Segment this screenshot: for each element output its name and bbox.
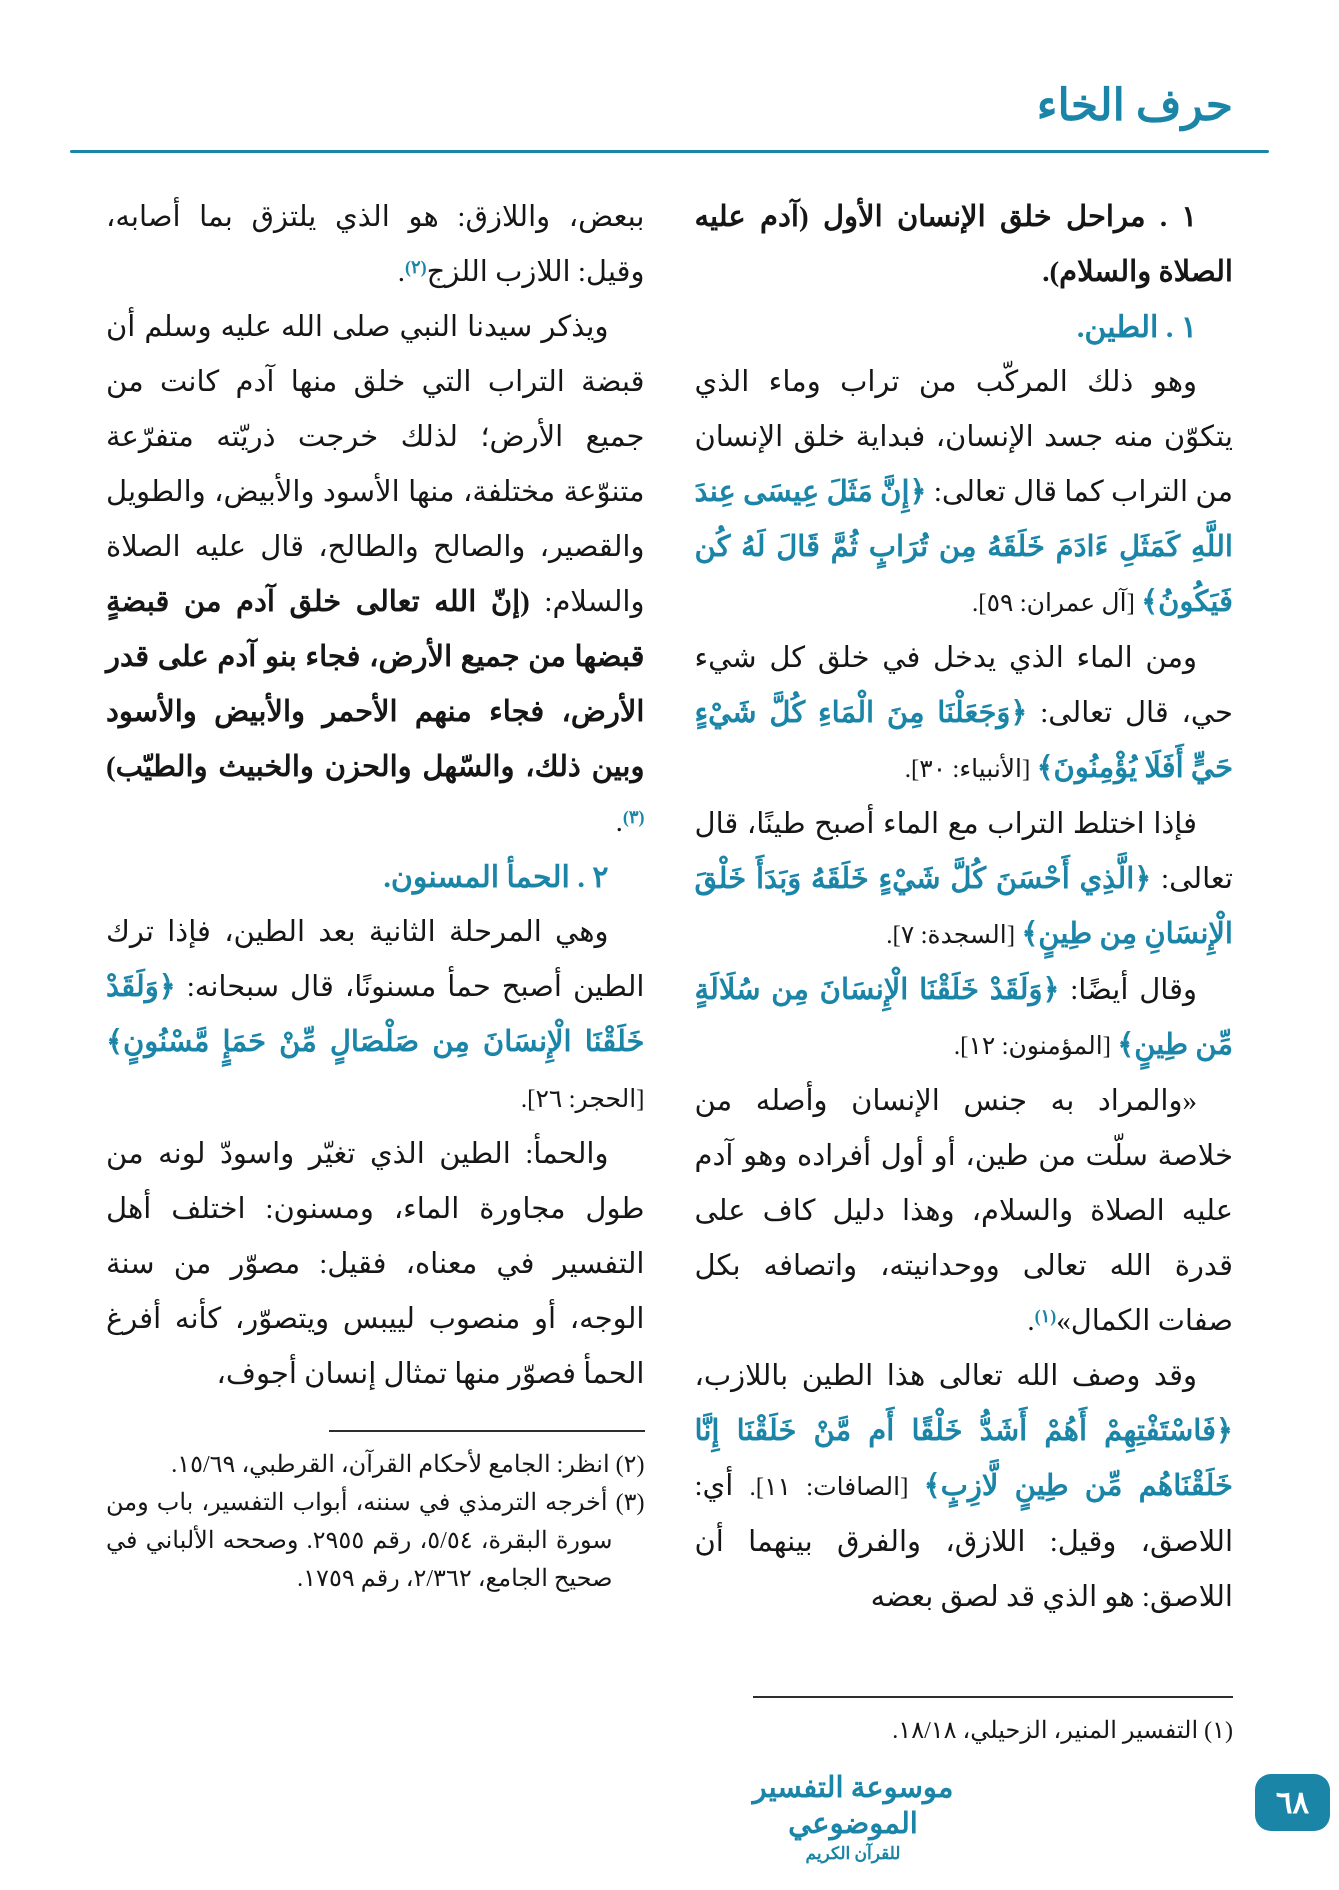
paragraph-hamaa	[106, 905, 645, 1127]
body-text: ومن الماء الذي يدخل في خلق كل شيء حي، قال تعالى:	[694, 642, 1233, 729]
body-text: .	[1027, 1305, 1035, 1337]
body-text: «والمراد به جنس الإنسان وأصله من خلاصة سلّت من طين، أو أول أفراده وهو آدم عليه الصلاة والسلام، وهذا دليل كاف على قدرة الله تعالى ووحدانيته، واتصافه بكل صفات الكمال»	[694, 1085, 1233, 1337]
verse-reference: [الأنبياء: ٣٠].	[904, 756, 1037, 783]
chapter-title: حرف الخاء	[1036, 81, 1233, 130]
verse-reference: [المؤمنون: ١٢].	[953, 1033, 1118, 1060]
quran-verse: ﴿الَّذِي أَحْسَنَ كُلَّ شَيْءٍ خَلَقَهُ وَبَدَأَ خَلْقَ الْإِنسَانِ مِن طِينٍ﴾	[694, 863, 1233, 950]
verse-reference: [آل عمران: ٥٩].	[972, 590, 1142, 617]
paragraph-explanation	[106, 1127, 645, 1402]
subheading-clay: ١ . الطين.	[1076, 311, 1197, 344]
column-left	[106, 190, 645, 1750]
logo-subtitle: للقرآن الكريم	[805, 1844, 901, 1863]
paragraph-clay	[695, 355, 1234, 631]
footnotes-right	[695, 1696, 1234, 1750]
footnote-separator	[753, 1696, 1233, 1698]
body-text: .	[615, 806, 623, 838]
logo-title: موسوعة التفسير الموضوعي	[752, 1771, 954, 1840]
quran-verse: ﴿إِنَّ مَثَلَ عِيسَى عِندَ اللَّهِ كَمَثَلِ ءَادَمَ خَلَقَهُ مِن تُرَابٍ ثُمَّ قَالَ لَهُ كُن فَيَكُونُ﴾	[694, 476, 1233, 618]
verse-reference: [الصافات: ١١].	[749, 1474, 924, 1501]
verse-reference: [السجدة: ٧].	[886, 922, 1022, 949]
body-text: وقال أيضًا:	[1059, 974, 1197, 1006]
paragraph-water	[695, 631, 1234, 797]
quran-verse: ﴿وَجَعَلْنَا مِنَ الْمَاءِ كُلَّ شَيْءٍ حَيٍّ أَفَلَا يُؤْمِنُونَ﴾	[694, 697, 1233, 784]
page-number-badge: ٦٨	[1255, 1774, 1330, 1831]
body-text: وقد وصف الله تعالى هذا الطين باللازب،	[694, 1360, 1197, 1392]
body-text: ويذكر سيدنا النبي صلى الله عليه وسلم أن قبضة التراب التي خلق منها آدم كانت من جميع الأرض؛ لذلك خرجت ذريّته متفرّعة متنوّعة مختلفة، منها الأسود والأبيض، والطويل والقصير، والصالح والطالح، قال عليه الصلاة والسلام:	[106, 311, 645, 618]
quran-verse: ﴿وَلَقَدْ خَلَقْنَا الْإِنسَانَ مِن صَلْصَالٍ مِّنْ حَمَإٍ مَّسْنُونٍ﴾	[106, 971, 645, 1058]
body-text: وهو ذلك المركّب من تراب وماء الذي يتكوّن منه جسد الإنسان، فبداية خلق الإنسان من التراب كما قال تعالى:	[694, 366, 1233, 508]
subheading-hamaa: ٢ . الحمأ المسنون.	[383, 861, 609, 894]
quran-verse: ﴿وَلَقَدْ خَلَقْنَا الْإِنسَانَ مِن سُلَالَةٍ مِّن طِينٍ﴾	[694, 974, 1233, 1061]
paragraph-continuation	[106, 190, 645, 300]
column-right	[695, 190, 1234, 1750]
footnote: (٢) انظر: الجامع لأحكام القرآن، القرطبي، ١٥/٦٩.	[171, 1452, 645, 1478]
section-intro: ١ . مراحل خلق الإنسان الأول (آدم عليه الصلاة والسلام).	[694, 201, 1233, 288]
body-text: أي: اللاصق، وقيل: اللازق، والفرق بينهما أن اللاصق: هو الذي قد لصق بعضه	[694, 1470, 1233, 1613]
body-text: ببعض، واللازق: هو الذي يلتزق بما أصابه، وقيل: اللازب اللزج	[106, 201, 645, 288]
footnote-marker: (١)	[1034, 1306, 1057, 1326]
verse-reference: [الحجر: ٢٦].	[520, 1086, 645, 1113]
paragraph-mixture	[695, 797, 1234, 963]
body-text: .	[397, 256, 405, 288]
footnote-separator	[329, 1430, 645, 1432]
footnote-marker: (٢)	[404, 257, 427, 277]
paragraph-lazib	[695, 1349, 1234, 1625]
footnotes-left	[106, 1430, 645, 1598]
footnote: (١) التفسير المنير، الزحيلي، ١٨/١٨.	[892, 1718, 1233, 1744]
footnote-marker: (٣)	[622, 807, 645, 827]
footnote: (٣) أخرجه الترمذي في سننه، أبواب التفسير، باب ومن سورة البقرة، ٥/٥٤، رقم ٢٩٥٥. وصححه الألباني في صحيح الجامع، ٢/٣٦٢، رقم ١٧٥٩.	[106, 1490, 645, 1592]
header-divider	[70, 150, 1269, 153]
paragraph-hadith	[106, 300, 645, 850]
page-content	[106, 190, 1233, 1750]
publisher-logo	[703, 1770, 1003, 1865]
body-text: وهي المرحلة الثانية بعد الطين، فإذا ترك الطين أصبح حمأ مسنونًا، قال سبحانه:	[106, 916, 645, 1003]
body-text: والحمأ: الطين الذي تغيّر واسودّ لونه من طول مجاورة الماء، ومسنون: اختلف أهل التفسير في معناه، فقيل: مصوّر من سنة الوجه، أو منصوب لييبس ويتصوّر، كأنه أفرغ الحمأ فصوّر منها تمثال إنسان أجوف،	[106, 1138, 645, 1390]
quran-verse: ﴿فَاسْتَفْتِهِمْ أَهُمْ أَشَدُّ خَلْقًا أَم مَّنْ خَلَقْنَا إِنَّا خَلَقْنَاهُم مِّن طِينٍ لَّازِبٍ﴾	[694, 1415, 1233, 1502]
paragraph-also-said	[695, 963, 1234, 1074]
hadith-text: (إنّ الله تعالى خلق آدم من قبضةٍ قبضها من جميع الأرض، فجاء بنو آدم على قدر الأرض، فجاء منهم الأحمر والأبيض والأسود وبين ذلك، والسّهل والحزن والخبيث والطيّب)	[106, 586, 645, 783]
paragraph-tafsir-quote	[695, 1074, 1234, 1349]
body-text: فإذا اختلط التراب مع الماء أصبح طينًا، قال تعالى:	[694, 808, 1233, 895]
